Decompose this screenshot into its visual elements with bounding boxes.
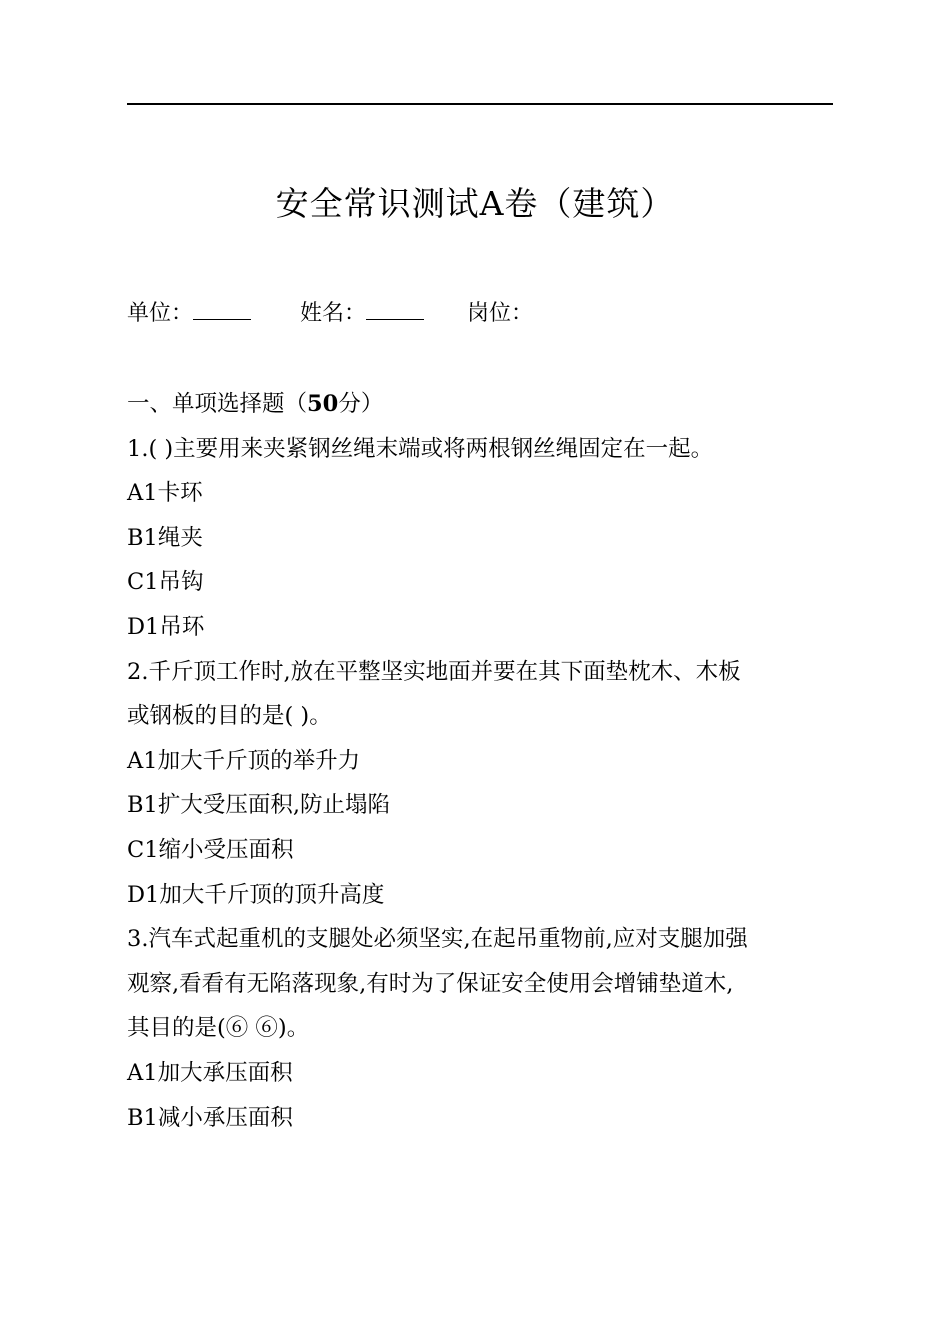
option-2a: A1加大千斤顶的举升力	[127, 747, 361, 774]
section-points: 50	[307, 391, 339, 417]
option-2c: C1缩小受压面积	[127, 836, 294, 863]
option-1c: C1吊钩	[127, 569, 204, 596]
question-content	[127, 382, 827, 1140]
name-blank[interactable]	[366, 299, 424, 320]
question-2-line-1: 2.千斤顶工作时,放在平整坚实地面并要在其下面垫枕木、木板	[127, 658, 741, 685]
name-label: 姓名：	[300, 301, 367, 326]
option-3b: B1减小承压面积	[127, 1104, 293, 1131]
option-1d: D1吊环	[127, 613, 205, 640]
post-field	[467, 296, 533, 332]
document-title: 安全常识测试A卷（建筑）	[275, 184, 675, 223]
unit-blank[interactable]	[193, 299, 251, 320]
question-3-line-2: 观察,看看有无陷落现象,有时为了保证安全使用会增铺垫道木,	[127, 970, 734, 997]
name-field	[300, 296, 424, 332]
unit-field	[127, 296, 251, 332]
question-2-line-2: 或钢板的目的是( )。	[127, 703, 332, 730]
option-1b: B1绳夹	[127, 524, 203, 551]
option-2d: D1加大千斤顶的顶升高度	[127, 881, 385, 908]
question-3-line-1: 3.汽车式起重机的支腿处必须坚实,在起吊重物前,应对支腿加强	[127, 926, 748, 953]
question-1: 1.( )主要用来夹紧钢丝绳末端或将两根钢丝绳固定在一起。	[127, 435, 714, 462]
option-1a: A1卡环	[127, 480, 203, 507]
option-3a: A1加大承压面积	[127, 1059, 293, 1086]
section-heading	[127, 382, 827, 427]
header-rule	[127, 103, 833, 105]
post-label: 岗位：	[467, 301, 534, 326]
section-prefix: 一、单项选择题（	[127, 391, 308, 417]
info-row	[127, 296, 533, 332]
unit-label: 单位：	[127, 301, 194, 326]
option-2b: B1扩大受压面积,防止塌陷	[127, 792, 391, 819]
question-3-line-3: 其目的是(⑥ ⑥)。	[127, 1015, 310, 1042]
section-suffix: 分）	[338, 391, 384, 417]
